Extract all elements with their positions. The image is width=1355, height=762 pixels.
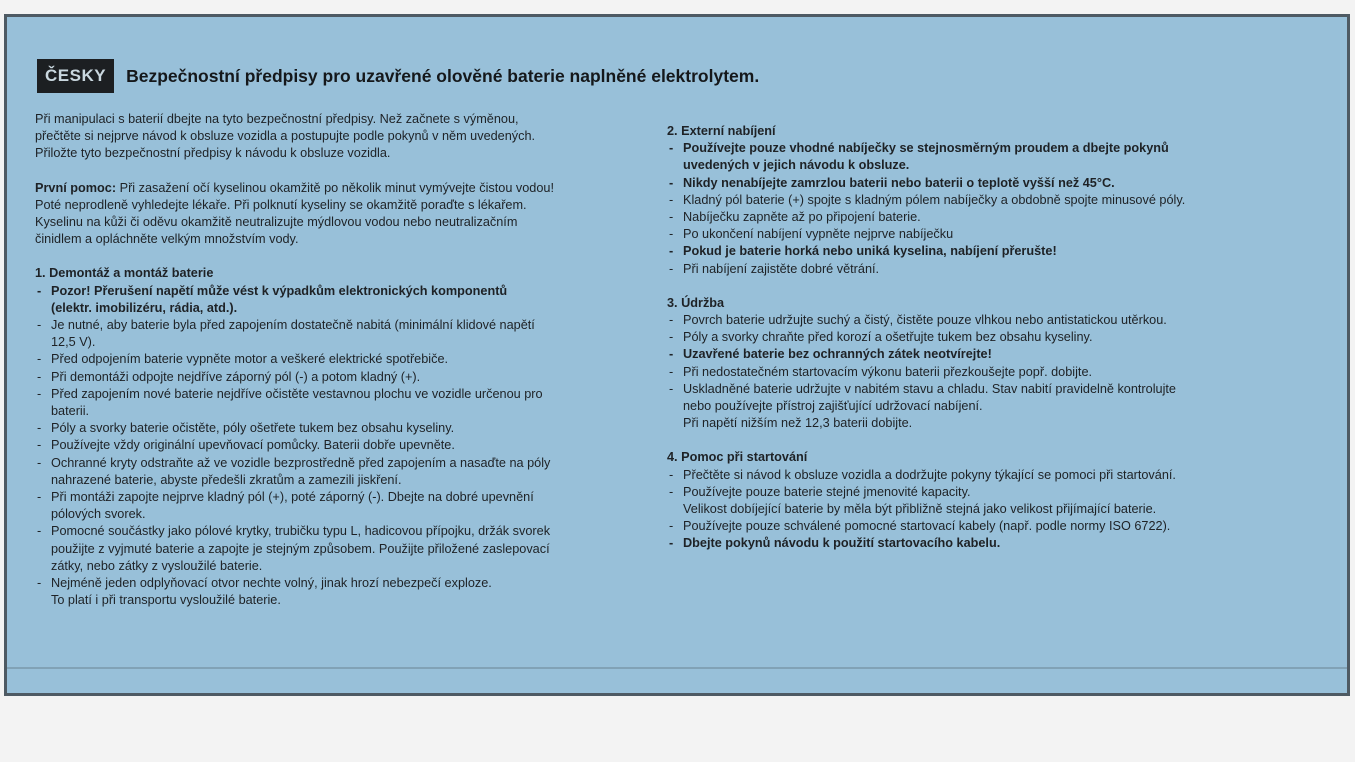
list-item-cont: (elektr. imobilizéru, rádia, atd.). xyxy=(51,300,238,315)
list-item-cont: uvedených v jejich návodu k obsluze. xyxy=(683,158,910,173)
list-item-cont: nahrazené baterie, abyste předešli zkratům a zamezili jiskření. xyxy=(51,472,402,487)
list-item: - Nikdy nenabíjejte zamrzlou baterii nebo baterii o teplotě vyšší než 45°C. xyxy=(669,175,1115,190)
title-row xyxy=(37,59,759,93)
list-item: - Pozor! Přerušení napětí může vést k výpadkům elektronických komponentů xyxy=(37,283,508,298)
list-item-cont: Velikost dobíjející baterie by měla být přibližně stejná jako velikost přijímající baterie. xyxy=(683,502,1157,517)
document-title: Bezpečnostní předpisy pro uzavřené olověné baterie naplněné elektrolytem. xyxy=(126,65,760,86)
list-item: - Uskladněné baterie udržujte v nabitém stavu a chladu. Stav nabití pravidelně kontrolujte xyxy=(669,381,1176,396)
list-item: - Uzavřené baterie bez ochranných zátek neotvírejte! xyxy=(669,347,992,362)
left-column xyxy=(35,111,655,609)
list-item-cont: pólových svorek. xyxy=(51,507,146,522)
list-item: - Před odpojením baterie vypněte motor a veškeré elektrické spotřebiče. xyxy=(37,352,449,367)
list-item-cont: 12,5 V). xyxy=(51,335,96,350)
first-aid-line: První pomoc: Při zasažení očí kyselinou okamžitě po několik minut vymývejte čistou vodou! xyxy=(35,180,554,195)
intro-line: Přiložte tyto bezpečnostní předpisy k návodu k obsluze vozidla. xyxy=(35,146,391,161)
list-item: - Nejméně jeden odplyňovací otvor nechte volný, jinak hrozí nebezpečí exploze. xyxy=(37,576,492,591)
list-item: - Ochranné kryty odstraňte až ve vozidle bezprostředně před zapojením a nasaďte na póly xyxy=(37,455,551,470)
list-item: - Při nabíjení zajistěte dobré větrání. xyxy=(669,261,880,276)
list-item-cont: zátky, nebo zátky z vysloužilé baterie. xyxy=(51,558,263,573)
list-item: - Povrch baterie udržujte suchý a čistý, čistěte pouze vlhkou nebo antistatickou utěrkou. xyxy=(669,313,1167,328)
list-item-cont: Při napětí nižším než 12,3 baterii dobijte. xyxy=(683,416,913,431)
first-aid-line: činidlem a opláchněte velkým množstvím vody. xyxy=(35,232,299,247)
list-item-cont: baterii. xyxy=(51,404,90,419)
list-item-cont: nebo používejte přístroj zajišťující udržovací nabíjení. xyxy=(683,399,983,414)
list-item-cont: To platí i při transportu vysloužilé baterie. xyxy=(51,593,281,608)
list-item: - Póly a svorky baterie očistěte, póly ošetřete tukem bez obsahu kyseliny. xyxy=(37,421,455,436)
instruction-sheet xyxy=(4,14,1350,696)
first-aid-line: Kyselinu na kůži či oděvu okamžitě neutralizujte mýdlovou vodou nebo neutralizačním xyxy=(35,215,518,230)
right-column xyxy=(667,123,1327,553)
list-item: - Pomocné součástky jako pólové krytky, trubičku typu L, hadicovou přípojku, držák svorek xyxy=(37,524,551,539)
list-item: - Před zapojením nové baterie nejdříve očistěte vestavnou plochu ve vozidle určenou pro xyxy=(37,386,543,401)
list-item: - Při demontáži odpojte nejdříve záporný pól (-) a potom kladný (+). xyxy=(37,369,421,384)
list-item: - Póly a svorky chraňte před korozí a ošetřujte tukem bez obsahu kyseliny. xyxy=(669,330,1093,345)
first-aid-label: První pomoc: xyxy=(35,180,117,195)
list-item-cont: použijte z vyjmuté baterie a zapojte je stejným způsobem. Použijte přiložené zaslepovací xyxy=(51,541,550,556)
section-heading: 2. Externí nabíjení xyxy=(667,124,776,138)
list-item: - Po ukončení nabíjení vypněte nejprve nabíječku xyxy=(669,227,954,242)
list-item: - Používejte vždy originální upevňovací pomůcky. Baterii dobře upevněte. xyxy=(37,438,455,453)
intro-line: přečtěte si nejprve návod k obsluze vozidla a postupujte podle pokynů v něm uvedených. xyxy=(35,129,536,144)
list-item: - Při montáži zapojte nejprve kladný pól (+), poté záporný (-). Dbejte na dobré upevnění xyxy=(37,490,534,505)
section-heading: 4. Pomoc při startování xyxy=(667,450,808,465)
list-item: - Pokud je baterie horká nebo uniká kyselina, nabíjení přerušte! xyxy=(669,244,1057,259)
list-item: - Přečtěte si návod k obsluze vozidla a dodržujte pokyny týkající se pomoci při startování. xyxy=(669,467,1176,482)
intro-line: Při manipulaci s baterií dbejte na tyto bezpečnostní předpisy. Než začnete s výměnou, xyxy=(35,112,519,126)
list-item: - Nabíječku zapněte až po připojení baterie. xyxy=(669,210,921,225)
fold-line xyxy=(7,667,1350,669)
list-item: - Dbejte pokynů návodu k použití startovacího kabelu. xyxy=(669,536,1001,551)
list-item: - Při nedostatečném startovacím výkonu baterii přezkoušejte popř. dobijte. xyxy=(669,364,1093,379)
list-item: - Je nutné, aby baterie byla před zapojením dostatečně nabitá (minimální klidové napětí xyxy=(37,318,535,333)
list-item: - Používejte pouze vhodné nabíječky se stejnosměrným proudem a dbejte pokynů xyxy=(669,141,1169,156)
section-heading: 1. Demontáž a montáž baterie xyxy=(35,266,214,281)
list-item: - Kladný pól baterie (+) spojte s kladným pólem nabíječky a obdobně spojte minusové póly. xyxy=(669,192,1186,207)
list-item: - Používejte pouze schválené pomocné startovací kabely (např. podle normy ISO 6722). xyxy=(669,519,1171,534)
first-aid-line: Poté neprodleně vyhledejte lékaře. Při polknutí kyseliny se okamžitě poraďte s lékařem. xyxy=(35,197,527,212)
list-item: - Používejte pouze baterie stejné jmenovité kapacity. xyxy=(669,484,971,499)
section-heading: 3. Údržba xyxy=(667,295,725,310)
language-badge: ČESKY xyxy=(37,59,114,93)
